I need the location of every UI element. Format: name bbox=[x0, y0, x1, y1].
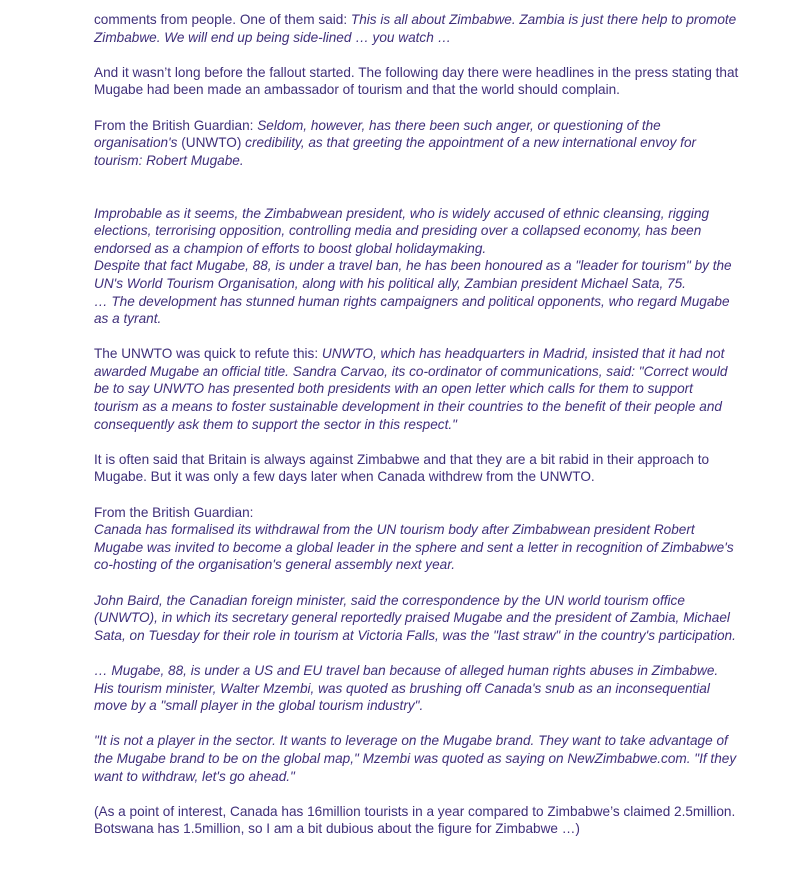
quote-text: This is all about Zimbabwe. Zambia is just there help to promote Zimbabwe. We will end up being side-lined … you watch … bbox=[94, 12, 737, 45]
paragraph-zimbabwe-quote bbox=[94, 11, 740, 46]
paragraph-unwto-refute bbox=[94, 345, 740, 433]
paragraph-canada-withdrew: It is often said that Britain is always against Zimbabwe and that they are a bit rabid in their approach to Mugabe. But it was only a few days later when Canada withdrew from the UNWTO. bbox=[94, 451, 710, 485]
paragraph-tyrant-quote: … The development has stunned human rights campaigners and political opponents, who regard Mugabe as a tyrant. bbox=[94, 293, 730, 327]
paragraph-guardian-envoy bbox=[94, 117, 740, 170]
paragraph-mzembi-quote: … Mugabe, 88, is under a US and EU travel ban because of alleged human rights abuses in Zimbabwe. His tourism minister, Walter Mzembi, was quoted as brushing off Canada's snub as an inconsequential move by a "small player in the global tourism industry". bbox=[94, 662, 719, 714]
acronym-text: (UNWTO) bbox=[181, 135, 246, 151]
paragraph-text: The UNWTO was quick to refute this: bbox=[94, 346, 322, 362]
paragraph-improbable-quote: Improbable as it seems, the Zimbabwean president, who is widely accused of ethnic cleansing, rigging elections, terrorising opposition, controlling media and presiding over a collapsed economy, has been endorsed as a champion of efforts to boost global holidaymaking. bbox=[94, 205, 710, 256]
paragraph-text: comments from people. One of them said: bbox=[94, 12, 351, 27]
quote-text: Seldom, however, has there been such anger, or questioning of the organisation's bbox=[94, 117, 661, 151]
source-label: From the British Guardian: bbox=[94, 117, 258, 133]
paragraph-travel-ban-quote: Despite that fact Mugabe, 88, is under a travel ban, he has been honoured as a "leader for tourism" by the UN's World Tourism Organisation, along with his political ally, Zambian president Michael Sata, 75. bbox=[94, 258, 732, 291]
paragraph-mugabe-brand-quote: "It is not a player in the sector. It wants to leverage on the Mugabe brand. They want to take advantage of the Mugabe brand to be on the global map," Mzembi was quoted as saying on NewZimbabwe.com. "If they want to withdraw, let's go ahead." bbox=[94, 733, 737, 784]
blank-line bbox=[94, 169, 740, 187]
quote-text: UNWTO, which has headquarters in Madrid, insisted that it had not awarded Mugabe an official title. Sandra Carvao, its co-ordinator of communications, said: "Correct would be to say UNWTO has presented both presidents with an open letter which calls for them to support tourism as a means to foster sustainable development in their countries to the benefit of their people and consequently ask them to support the sector in this respect." bbox=[94, 346, 728, 432]
paragraph-baird-quote: John Baird, the Canadian foreign minister, said the correspondence by the UN world tourism office (UNWTO), in which its secretary general reportedly praised Mugabe and the president of Zambia, Michael Sata, on Tuesday for their role in tourism at Victoria Falls, was the "last straw" in the country's participation. bbox=[94, 592, 736, 643]
paragraph-point-of-interest: (As a point of interest, Canada has 16million tourists in a year compared to Zimbabwe’s claimed 2.5million. Botswana has 1.5million, so I am a bit dubious about the figure for Zimbabwe …) bbox=[94, 803, 736, 837]
paragraph-canada-quote: Canada has formalised its withdrawal from the UN tourism body after Zimbabwean president Robert Mugabe was invited to become a global leader in the sphere and sent a letter in recognition of Zimbabwe's co-hosting of the organisation's general assembly next year. bbox=[94, 522, 734, 573]
paragraph-fallout: And it wasn’t long before the fallout started. The following day there were headlines in the press stating that Mugabe had been made an ambassador of tourism and that the world should complain. bbox=[94, 64, 739, 98]
quote-text: credibility, as that greeting the appointment of a new international envoy for tourism: Robert Mugabe. bbox=[94, 135, 697, 168]
source-heading: From the British Guardian: bbox=[94, 504, 254, 520]
